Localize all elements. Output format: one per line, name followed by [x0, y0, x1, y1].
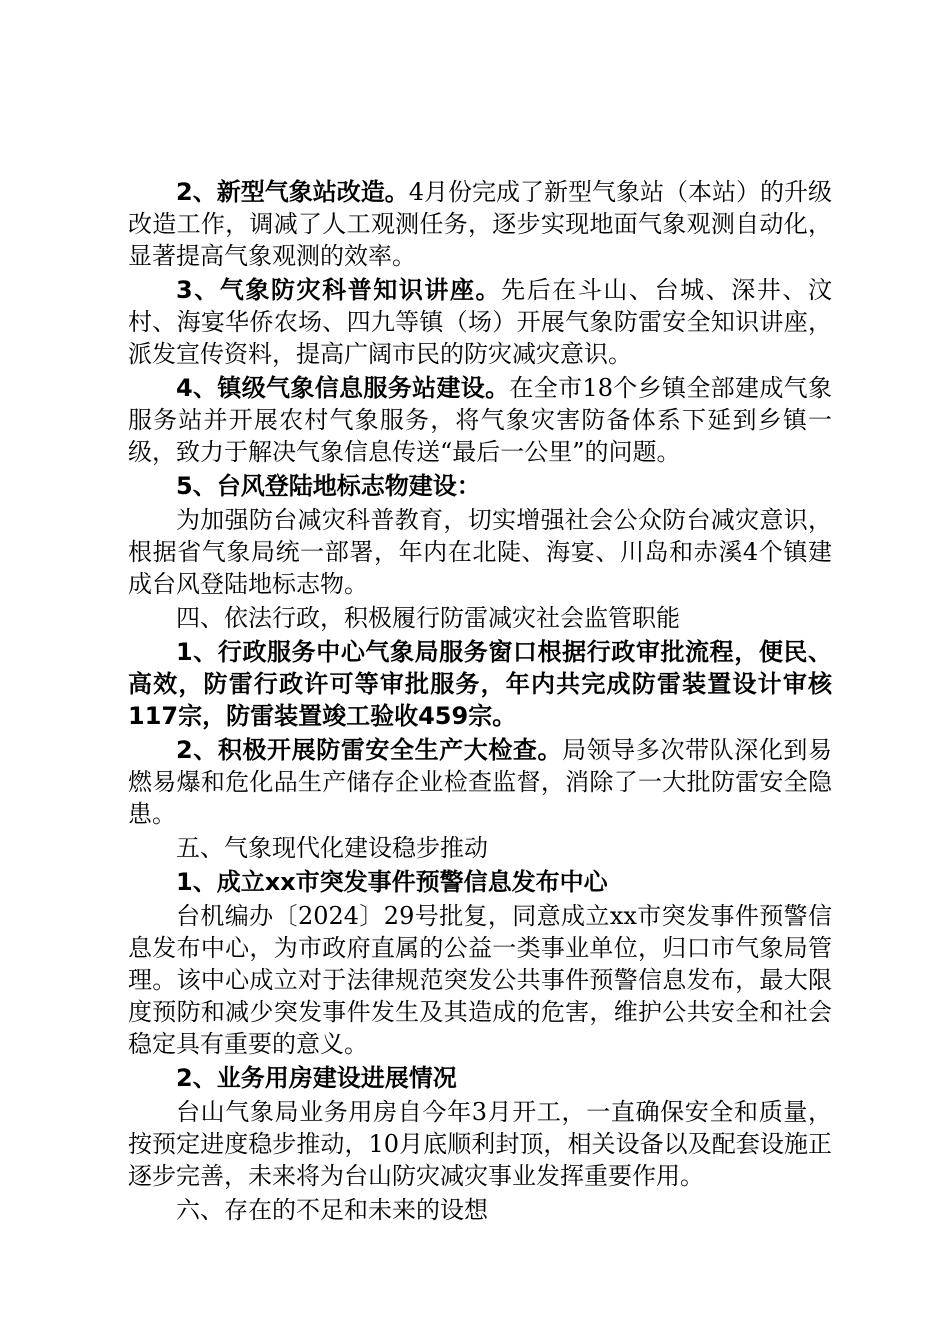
paragraph-lead: 4、镇级气象信息服务站建设。 [176, 374, 510, 402]
paragraph-lead: 3、气象防灾科普知识讲座。 [176, 276, 502, 304]
section-heading-text: 六、存在的不足和未来的设想 [176, 1196, 488, 1224]
section-heading-text: 五、气象现代化建设稳步推动 [176, 834, 488, 862]
paragraph-typhoon-body [128, 504, 832, 600]
paragraph-admin-service [128, 636, 832, 732]
paragraph-safety-inspection [128, 734, 832, 830]
section-heading-6 [128, 1194, 832, 1226]
paragraph-text: 为加强防台减灾科普教育，切实增强社会公众防台减灾意识，根据省气象局统一部署，年内在北陡、海宴、川岛和赤溪4个镇建成台风登陆地标志物。 [128, 506, 832, 598]
section-heading-text: 四、依法行政，积极履行防雷减灾社会监管职能 [176, 604, 680, 632]
subheading-building [128, 1062, 832, 1094]
paragraph-lead: 5、台风登陆地标志物建设： [176, 472, 481, 500]
paragraph-lead: 1、行政服务中心气象局服务窗口根据行政审批流程，便民、高效，防雷行政许可等审批服务，年内共完成防雷装置设计审核117宗，防雷装置竣工验收459宗。 [128, 638, 832, 730]
paragraph-warning-center-body [128, 900, 832, 1060]
paragraph-typhoon-heading [128, 470, 832, 502]
paragraph-text: 台山气象局业务用房自今年3月开工，一直确保安全和质量，按预定进度稳步推动，10月底顺利封顶，相关设备以及配套设施正逐步完善，未来将为台山防灾减灾事业发挥重要作用。 [128, 1098, 832, 1190]
paragraph-lead: 2、业务用房建设进展情况 [176, 1064, 457, 1092]
section-heading-4 [128, 602, 832, 634]
paragraph-text: 在全市18个乡镇全部建成气象服务站并开展农村气象服务，将气象灾害防备体系下延到乡镇一级，致力于解决气象信息传送“最后一公里”的问题。 [128, 374, 832, 466]
paragraph-lead: 1、成立xx市突发事件预警信息发布中心 [176, 868, 608, 896]
paragraph-text: 局领导多次带队深化到易燃易爆和危化品生产储存企业检查监督，消除了一大批防雷安全隐患。 [128, 736, 833, 828]
paragraph-lead: 2、积极开展防雷安全生产大检查。 [176, 736, 563, 764]
paragraph-lectures [128, 274, 832, 370]
section-heading-5 [128, 832, 832, 864]
paragraph-text: 台机编办〔2024〕29号批复，同意成立xx市突发事件预警信息发布中心，为市政府直属的公益一类事业单位，归口市气象局管理。该中心成立对于法律规范突发公共事件预警信息发布，最大限度预防和减少突发事件发生及其造成的危害，维护公共安全和社会稳定具有重要的意义。 [128, 902, 832, 1058]
paragraph-building-body [128, 1096, 832, 1192]
document-body [128, 176, 832, 1226]
paragraph-lead: 2、新型气象站改造。 [176, 178, 409, 206]
subheading-warning-center [128, 866, 832, 898]
paragraph-text: 先后在斗山、台城、深井、汶村、海宴华侨农场、四九等镇（场）开展气象防雷安全知识讲座，派发宣传资料，提高广阔市民的防灾减灾意识。 [128, 276, 833, 368]
paragraph-town-stations [128, 372, 832, 468]
paragraph-text: 4月份完成了新型气象站（本站）的升级改造工作，调减了人工观测任务，逐步实现地面气象观测自动化，显著提高气象观测的效率。 [128, 178, 832, 270]
paragraph-station-upgrade [128, 176, 832, 272]
